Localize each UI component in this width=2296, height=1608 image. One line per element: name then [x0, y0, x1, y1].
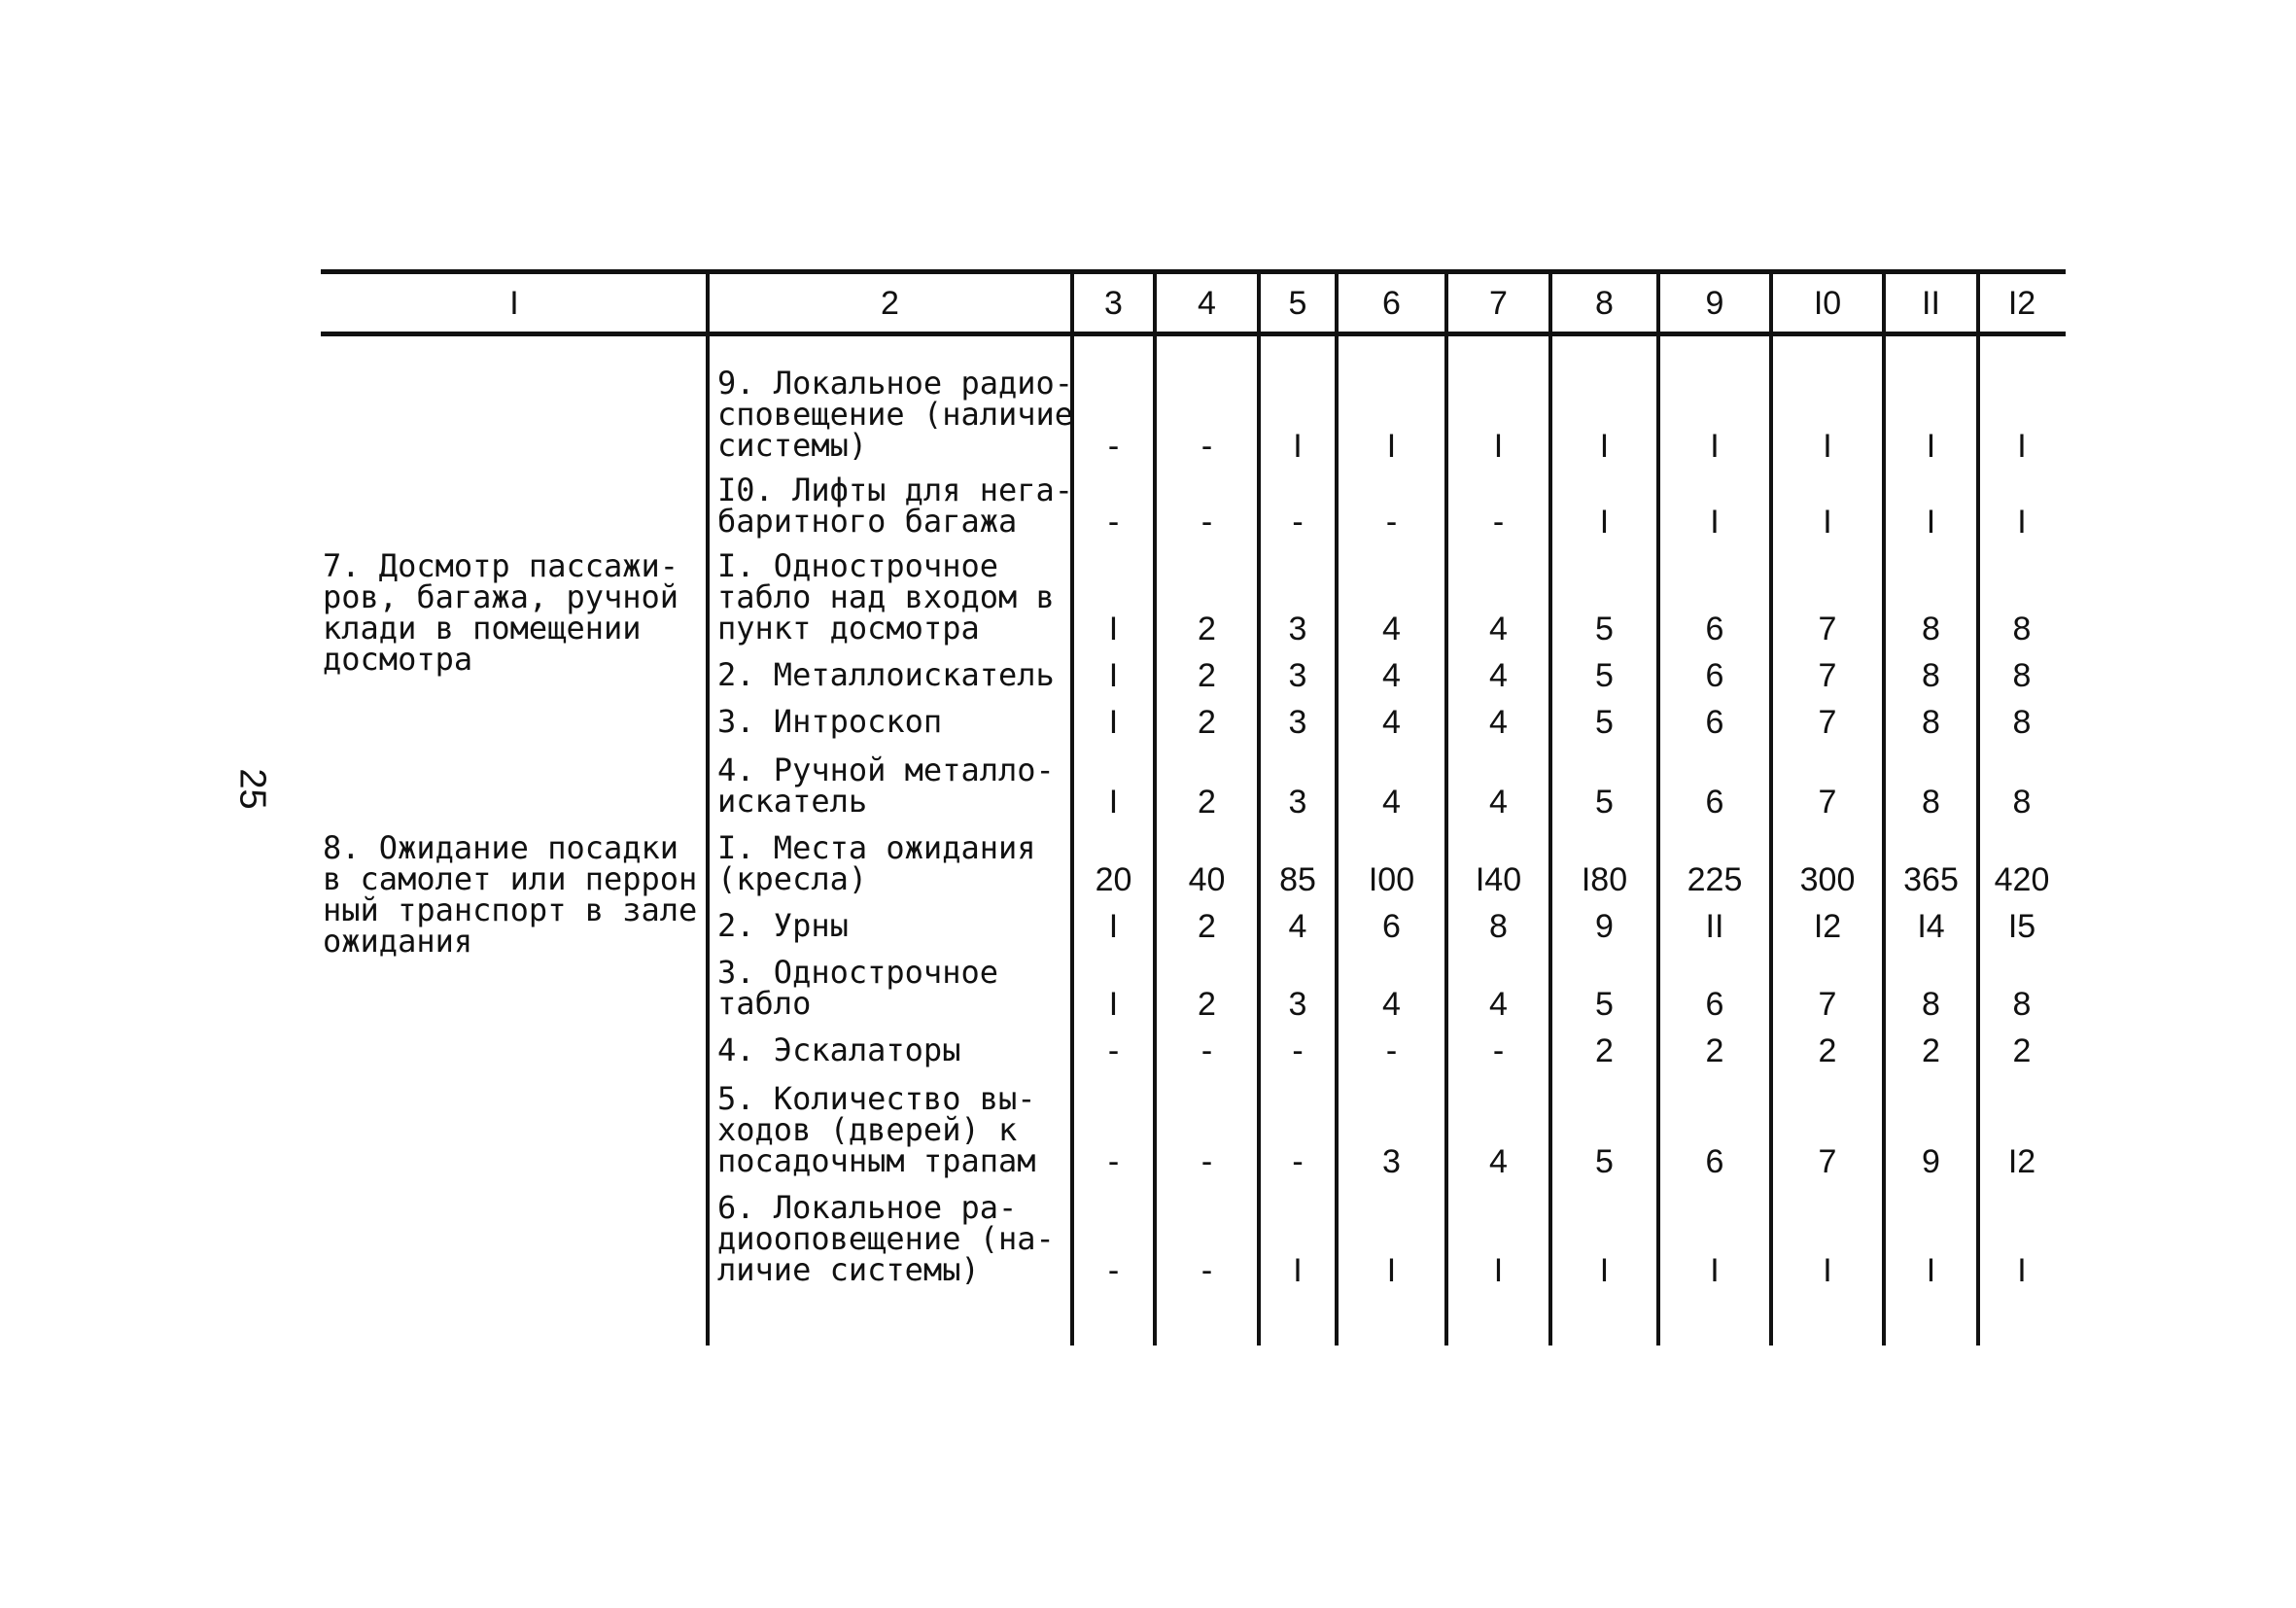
table-cell-value: 8 [2012, 657, 2032, 694]
table-cell-value: 225 [1687, 861, 1743, 898]
table-cell-value: - [1292, 1032, 1304, 1069]
table-cell-value: 8 [1489, 908, 1508, 945]
table-cell-value: 4 [1382, 704, 1401, 741]
table-cell-value: 6 [1705, 986, 1724, 1023]
table-cell-value: I [1108, 908, 1119, 945]
table-cell-value: I [1710, 504, 1720, 541]
column-header: 9 [1705, 285, 1724, 322]
table-cell-value: I [1386, 428, 1397, 465]
table-cell-value: 2 [2012, 1032, 2032, 1069]
table-cell-value: II [1705, 908, 1724, 945]
table-cell-value: 2 [1198, 784, 1216, 821]
table-cell-value: 420 [1994, 861, 2050, 898]
table-cell-value: 4 [1489, 784, 1508, 821]
table-cell-value: - [1492, 504, 1505, 541]
table-cell-value: I [1823, 428, 1832, 465]
table-cell-value: 365 [1903, 861, 1959, 898]
table-cell-value: 2 [1595, 1032, 1614, 1069]
group-label: 8. Ожидание посадки в самолет или перрон ный транспорт в зале ожидания [323, 829, 698, 960]
table-cell-value: I [2017, 428, 2027, 465]
table-top-rule [321, 269, 2066, 274]
table-cell-value: - [1200, 1032, 1213, 1069]
column-header: 5 [1288, 285, 1307, 322]
table-cell-value: 20 [1095, 861, 1132, 898]
table-cell-value: - [1200, 504, 1213, 541]
column-header: II [1922, 285, 1940, 322]
column-header: 6 [1382, 285, 1401, 322]
table-cell-value: I [1926, 504, 1936, 541]
column-header: I [509, 285, 519, 322]
table-cell-value: - [1107, 428, 1120, 465]
table-cell-value: - [1200, 1143, 1213, 1180]
table-cell-value: 4 [1489, 704, 1508, 741]
item-label: I. Однострочное табло над входом в пункт досмотра [717, 547, 1055, 647]
table-cell-value: - [1385, 1032, 1398, 1069]
table-cell-value: I [1926, 428, 1936, 465]
table-cell-value: 4 [1382, 657, 1401, 694]
table-cell-value: 8 [1922, 657, 1940, 694]
table-cell-value: I [2017, 1252, 2027, 1289]
table-cell-value: 4 [1489, 611, 1508, 647]
table-cell-value: 2 [1705, 1032, 1724, 1069]
item-label: I. Места ожидания (кресла) [717, 829, 1036, 897]
table-cell-value: 7 [1818, 986, 1837, 1023]
table-cell-value: 8 [1922, 611, 1940, 647]
table-cell-value: 8 [1922, 986, 1940, 1023]
table-cell-value: I2 [2007, 1143, 2036, 1180]
table-cell-value: 2 [1818, 1032, 1837, 1069]
table-cell-value: 7 [1818, 704, 1837, 741]
table-cell-value: 4 [1382, 784, 1401, 821]
table-cell-value: I [1293, 1252, 1303, 1289]
table-cell-value: 5 [1595, 704, 1614, 741]
table-cell-value: I [1599, 428, 1610, 465]
table-cell-value: - [1107, 1252, 1120, 1289]
table-cell-value: - [1385, 504, 1398, 541]
table-cell-value: 2 [1198, 657, 1216, 694]
group-label: 7. Досмотр пассажи- ров, багажа, ручной клади в помещении досмотра [323, 547, 679, 678]
table-cell-value: - [1292, 1143, 1304, 1180]
item-label: 5. Количество вы- ходов (дверей) к посадочным трапам [717, 1080, 1036, 1179]
table-cell-value: 7 [1818, 1143, 1837, 1180]
table-cell-value: 3 [1288, 986, 1307, 1023]
item-label: 2. Урны [717, 907, 849, 944]
item-label: 6. Локальное ра- диооповещение (на- личие системы) [717, 1189, 1055, 1288]
column-header: 8 [1595, 285, 1614, 322]
item-label: 9. Локальное радио- сповещение (наличие системы) [717, 365, 1074, 464]
table-cell-value: 5 [1595, 1143, 1614, 1180]
column-header: 7 [1489, 285, 1508, 322]
table-cell-value: 8 [2012, 611, 2032, 647]
table-cell-value: 4 [1382, 611, 1401, 647]
table-cell-value: I [1108, 986, 1119, 1023]
table-cell-value: I [1108, 611, 1119, 647]
table-cell-value: I [1108, 657, 1119, 694]
column-header: 2 [881, 285, 899, 322]
page-number: 25 [231, 768, 273, 810]
table-cell-value: 2 [1198, 704, 1216, 741]
table-cell-value: 8 [2012, 704, 2032, 741]
table-cell-value: I [1710, 1252, 1720, 1289]
table-cell-value: - [1107, 504, 1120, 541]
table-cell-value: - [1107, 1032, 1120, 1069]
item-label: 2. Металлоискатель [717, 656, 1055, 693]
table-cell-value: I [1293, 428, 1303, 465]
table-cell-value: 300 [1799, 861, 1856, 898]
table-cell-value: 6 [1705, 784, 1724, 821]
table-cell-value: 3 [1288, 784, 1307, 821]
table-cell-value: 3 [1288, 657, 1307, 694]
table-cell-value: 4 [1382, 986, 1401, 1023]
table-cell-value: 6 [1382, 908, 1401, 945]
table-cell-value: I [2017, 504, 2027, 541]
table-cell-value: 85 [1279, 861, 1316, 898]
table-cell-value: 7 [1818, 784, 1837, 821]
table-cell-value: 4 [1489, 986, 1508, 1023]
table-cell-value: 9 [1595, 908, 1614, 945]
table-cell-value: I [1599, 1252, 1610, 1289]
table-cell-value: I [1599, 504, 1610, 541]
table-cell-value: 2 [1198, 986, 1216, 1023]
table-cell-value: 3 [1288, 611, 1307, 647]
item-label: 3. Однострочное табло [717, 954, 998, 1022]
table-cell-value: 9 [1922, 1143, 1940, 1180]
table-cell-value: I [1710, 428, 1720, 465]
table-cell-value: I [1108, 784, 1119, 821]
table-cell-value: 2 [1922, 1032, 1940, 1069]
table-cell-value: 5 [1595, 986, 1614, 1023]
table-cell-value: 5 [1595, 657, 1614, 694]
table-cell-value: 3 [1288, 704, 1307, 741]
table-cell-value: I80 [1581, 861, 1628, 898]
table-cell-value: I [1386, 1252, 1397, 1289]
table-cell-value: - [1492, 1032, 1505, 1069]
table-cell-value: 8 [2012, 986, 2032, 1023]
table-cell-value: - [1292, 504, 1304, 541]
table-header-rule [321, 332, 2066, 336]
table-cell-value: 40 [1188, 861, 1226, 898]
table-cell-value: I [1926, 1252, 1936, 1289]
column-header: I2 [2007, 285, 2036, 322]
table-cell-value: I [1823, 1252, 1832, 1289]
item-label: 4. Эскалаторы [717, 1031, 961, 1068]
table-cell-value: 2 [1198, 908, 1216, 945]
table-cell-value: I [1823, 504, 1832, 541]
table-cell-value: 6 [1705, 657, 1724, 694]
table-cell-value: 5 [1595, 611, 1614, 647]
table-cell-value: 8 [2012, 784, 2032, 821]
table-cell-value: 4 [1489, 657, 1508, 694]
table-cell-value: 6 [1705, 611, 1724, 647]
table-cell-value: I4 [1917, 908, 1945, 945]
table-cell-value: 8 [1922, 704, 1940, 741]
table-cell-value: I2 [1813, 908, 1842, 945]
table-cell-value: 7 [1818, 611, 1837, 647]
column-header: 4 [1198, 285, 1216, 322]
table-cell-value: - [1200, 1252, 1213, 1289]
table-cell-value: 3 [1382, 1143, 1401, 1180]
item-label: 4. Ручной металло- искатель [717, 752, 1055, 820]
table-cell-value: I5 [2007, 908, 2036, 945]
table-cell-value: 6 [1705, 704, 1724, 741]
table-cell-value: 2 [1198, 611, 1216, 647]
column-header: 3 [1104, 285, 1123, 322]
table-cell-value: I [1493, 428, 1504, 465]
item-label: 3. Интроскоп [717, 703, 943, 740]
table-cell-value: I [1493, 1252, 1504, 1289]
table-cell-value: 7 [1818, 657, 1837, 694]
table-cell-value: 5 [1595, 784, 1614, 821]
table-cell-value: 6 [1705, 1143, 1724, 1180]
table-cell-value: - [1200, 428, 1213, 465]
table-cell-value: I [1108, 704, 1119, 741]
table-cell-value: 4 [1489, 1143, 1508, 1180]
table-cell-value: I40 [1475, 861, 1522, 898]
table-cell-value: - [1107, 1143, 1120, 1180]
item-label: I0. Лифты для нега- баритного багажа [717, 472, 1074, 540]
table-cell-value: 8 [1922, 784, 1940, 821]
table-cell-value: I00 [1368, 861, 1415, 898]
column-header: I0 [1813, 285, 1842, 322]
column-divider [706, 269, 710, 1346]
table-cell-value: 4 [1288, 908, 1307, 945]
